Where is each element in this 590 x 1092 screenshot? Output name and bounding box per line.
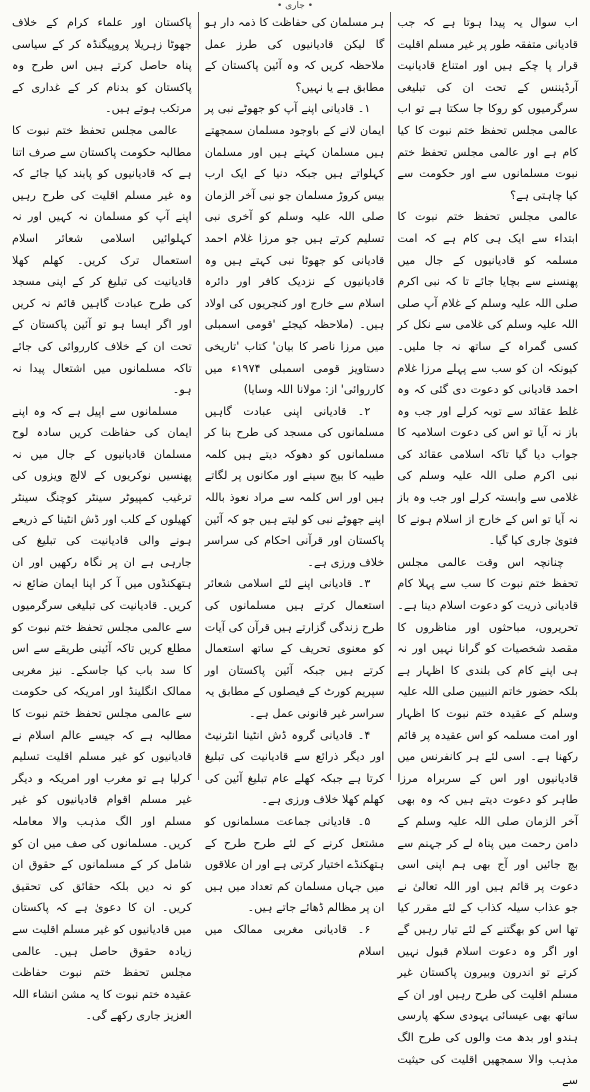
paragraph: ۱۔ قادیانی اپنے آپ کو جھوٹے نبی پر ایمان لانے کے باوجود مسلمان سمجھتے ہیں مسلمان کہتے ہیں اور مسلمان کہلواتے ہیں جبکہ دنیا کے ایک ارب بیس کروڑ مسلمان جو نبی آخر الزمان صلی اللہ علیہ وسلم کو آخری نبی تسلیم کرتے ہیں جو مرزا غلام احمد قادیانی کو جھوٹا نبی کہتے ہیں وہ قادیانیوں کے نزدیک کافر اور دائرہ اسلام سے خارج اور کنجریوں کی اولاد ہیں۔ (ملاحظہ کیجئے 'قومی اسمبلی میں مرزا ناصر کا بیان' کتاب 'تاریخی دستاویز قومی اسمبلی ۱۹۷۴ء میں کارروائی' از: مولانا اللہ وسایا) [204,102,385,397]
paragraph: عالمی مجلس تحفظ ختم نبوت کا ابتداء سے ایک ہی کام ہے کہ امت مسلمہ کو قادیانیوں کے جال میں پھنسنے سے بچایا جائے تا کہ نبی اکرم صلی اللہ علیہ وسلم کے غلام آپ صلی اللہ علیہ وسلم کی غلامی سے نکل کر کسی گمراہ کے ساتھ نہ جا ملیں۔ کیونکہ ان کو سب سے پہلے مرزا غلام احمد قادیانی کو دعوت دی گئی کہ وہ غلط عقائد سے توبہ کرلے اور جب وہ باز نہ آیا تو اس کی دعوت اسلامیہ کا جواب دیا گیا تاکہ اسلامی عقائد کی نبی اکرم صلی اللہ علیہ وسلم کی غلامی سے وابستہ کرلے اور جب وہ باز نہ آیا تو اس کے خارج از اسلام ہونے کا فتویٰ جاری کیا گیا۔ [397,210,578,548]
column-middle [199,12,392,958]
column-right [391,12,584,1088]
column-left [6,12,199,1023]
paragraph: مسلمانوں سے اپیل ہے کہ وہ اپنے ایمان کی حفاظت کریں سادہ لوح مسلمان قادیانیوں کے جال میں نہ پھنسیں نوکریوں کے لالچ ویزوں کی ترغیب کمپیوٹر سینٹر کوچنگ سینٹر کھیلوں کے کلب اور ڈش انٹینا کے ذریعے ہونے والی قادیانیت کی تبلیغ کی جارہی ہے ان پر نگاہ رکھیں اور ان ہتھکنڈوں میں آ کر اپنا ایمان ضائع نہ کریں۔ قادیانیت کی تبلیغی سرگرمیوں سے عالمی مجلس تحفظ ختم نبوت کو مطلع کریں تاکہ آئینی طریقے سے اس کا سد باب کیا جاسکے۔ نیز مغربی ممالک انگلینڈ اور امریکہ کی حکومت سے عالمی مجلس تحفظ ختم نبوت کا مطالبہ ہے کہ جیسے عالم اسلام نے قادیانیوں کو غیر مسلم اقلیت تسلیم کرلیا ہے تو مغرب اور امریکہ و دیگر غیر مسلم اقوام قادیانیوں کو غیر مسلم اور الگ مذہب والا معاملہ کریں۔ مسلمانوں کی صف میں ان کو شامل کر کے مسلمانوں کے حقوق ان کو نہ دیں بلکہ حقائق کی تحقیق کریں۔ ان کا دعویٰ ہے کہ پاکستان میں قادیانیوں کو غیر مسلم اقلیت سے زیادہ حقوق حاصل ہیں۔ عالمی مجلس تحفظ ختم نبوت حفاظت عقیدہ ختم نبوت کا یہ مشن انشاء اللہ العزیز جاری رکھے گی۔ [12,404,192,1023]
text-columns [6,12,584,1088]
paragraph: پاکستان اور علماء کرام کے خلاف جھوٹا زہریلا پروپیگنڈہ کر کے سیاسی پناہ حاصل کرتے ہیں اس طرح وہ پاکستان کو بدنام کر کے غداری کے مرتکب ہوتے ہیں۔ [12,16,192,116]
paragraph: ۴۔ قادیانی گروہ ڈش انٹینا انٹرنیٹ اور دیگر ذرائع سے قادیانیت کی تبلیغ کرتا ہے جبکہ کھلے عام تبلیغ آئین کی کھلم کھلا خلاف ورزی ہے۔ [204,728,385,807]
header-ornament: • جاری • [276,1,314,11]
paragraph: ۶۔ قادیانی مغربی ممالک میں اسلام [204,922,385,958]
paragraph: ۳۔ قادیانی اپنے لئے اسلامی شعائر استعمال کرتے ہیں مسلمانوں کی طرح زندگی گزارتے ہیں قرآن کی آیات کو معنوی تحریف کے ساتھ استعمال کرتے ہیں جبکہ آئین پاکستان اور سپریم کورٹ کے فیصلوں کے مطابق یہ سراسر غیر قانونی عمل ہے۔ [204,577,385,720]
paragraph: اب سوال یہ پیدا ہوتا ہے کہ جب قادیانی متفقہ طور پر غیر مسلم اقلیت قرار پا چکے ہیں اور امتناع قادیانیت آرڈیننس کے تحت ان کی تبلیغی سرگرمیوں کو روکا جا سکتا ہے تو اب عالمی مجلس تحفظ ختم نبوت کا کیا کام ہے اور عالمی مجلس تحفظ ختم نبوت مسلمانوں سے اور حکومت سے کیا چاہتی ہے؟ [397,16,578,202]
paragraph: عالمی مجلس تحفظ ختم نبوت کا مطالبہ حکومت پاکستان سے صرف اتنا ہے کہ قادیانیوں کو پابند کیا جائے کہ وہ غیر مسلم اقلیت کی طرح رہیں اپنے آپ کو مسلمان نہ کہیں اور نہ کہلوائیں اسلامی شعائر اسلام استعمال ترک کریں۔ کھلم کھلا قادیانیت کی تبلیغ کر کے اپنی مسجد کی طرح عبادت گاہیں قائم نہ کریں اور اگر ایسا ہو تو آئین پاکستان کے تحت ان کے خلاف کارروائی کی جائے تاکہ مسلمانوں میں اشتعال پیدا نہ ہو۔ [12,123,192,397]
paragraph: چنانچہ اس وقت عالمی مجلس تحفظ ختم نبوت کا سب سے پہلا کام قادیانی ذریت کو دعوت اسلام دینا ہے۔ تحریروں، مباحثوں اور مناظروں کا مقصد شخصیات کو گرانا نہیں اور نہ ہی اپنے کام کی بلندی کا اظہار ہے بلکہ حضور خاتم النبیین صلی اللہ علیہ وسلم کے عقیدہ ختم نبوت کا اظہار اور امت مسلمہ کو اس عقیدہ پر قائم رکھنا ہے۔ اسی لئے ہر کانفرنس میں قادیانیوں اور اس کے سربراہ مرزا طاہر کو دعوت دیتے ہیں کہ وہ بھی آخر الزمان صلی اللہ علیہ وسلم کے دامن رحمت میں پناہ لے کر جہنم سے بچ جائیں اور آج بھی ہم اپنی اسی دعوت پر قائم ہیں اور اللہ تعالیٰ نے جو عذاب سیلہ کذاب کے لئے مقرر کیا تھا اس کو بھگتنے کے لئے تیار رہیں گے اور اگر وہ دعوت اسلام قبول نہیں کرتے تو اندرون وبیرون پاکستان غیر مسلم اقلیت کی طرح رہیں اور ان کے ساتھ بھی عیسائی یہودی سکھ پارسی ہندو اور بدھ مت والوں کی طرح الگ مذہب والا سمجھیں اقلیت کی حیثیت سے [397,555,578,1088]
paragraph: ۲۔ قادیانی اپنی عبادت گاہیں مسلمانوں کی مسجد کی طرح بنا کر مسلمانوں کو دھوکہ دیتے ہیں کلمہ طیبہ کا بیج سینے اور مکانوں پر لگاتے ہیں اور اس کلمہ سے مراد نعوذ باللہ اپنے جھوٹے نبی کو لیتے ہیں جو کہ آئین پاکستان اور قرآنی احکام کی سراسر خلاف ورزی ہے۔ [204,404,385,569]
paragraph: ۵۔ قادیانی جماعت مسلمانوں کو مشتعل کرنے کے لئے طرح طرح کے ہتھکنڈے اختیار کرتی ہے اور ان علاقوں میں جہاں مسلمان کم تعداد میں ہیں ان پر مظالم ڈھائے جاتے ہیں۔ [204,814,385,915]
paragraph: ہر مسلمان کی حفاظت کا ذمہ دار ہو گا لیکن قادیانیوں کی طرز عمل ملاحظہ کریں کہ وہ آئین پاکستان کے مطابق ہے یا نہیں؟ [204,16,385,94]
